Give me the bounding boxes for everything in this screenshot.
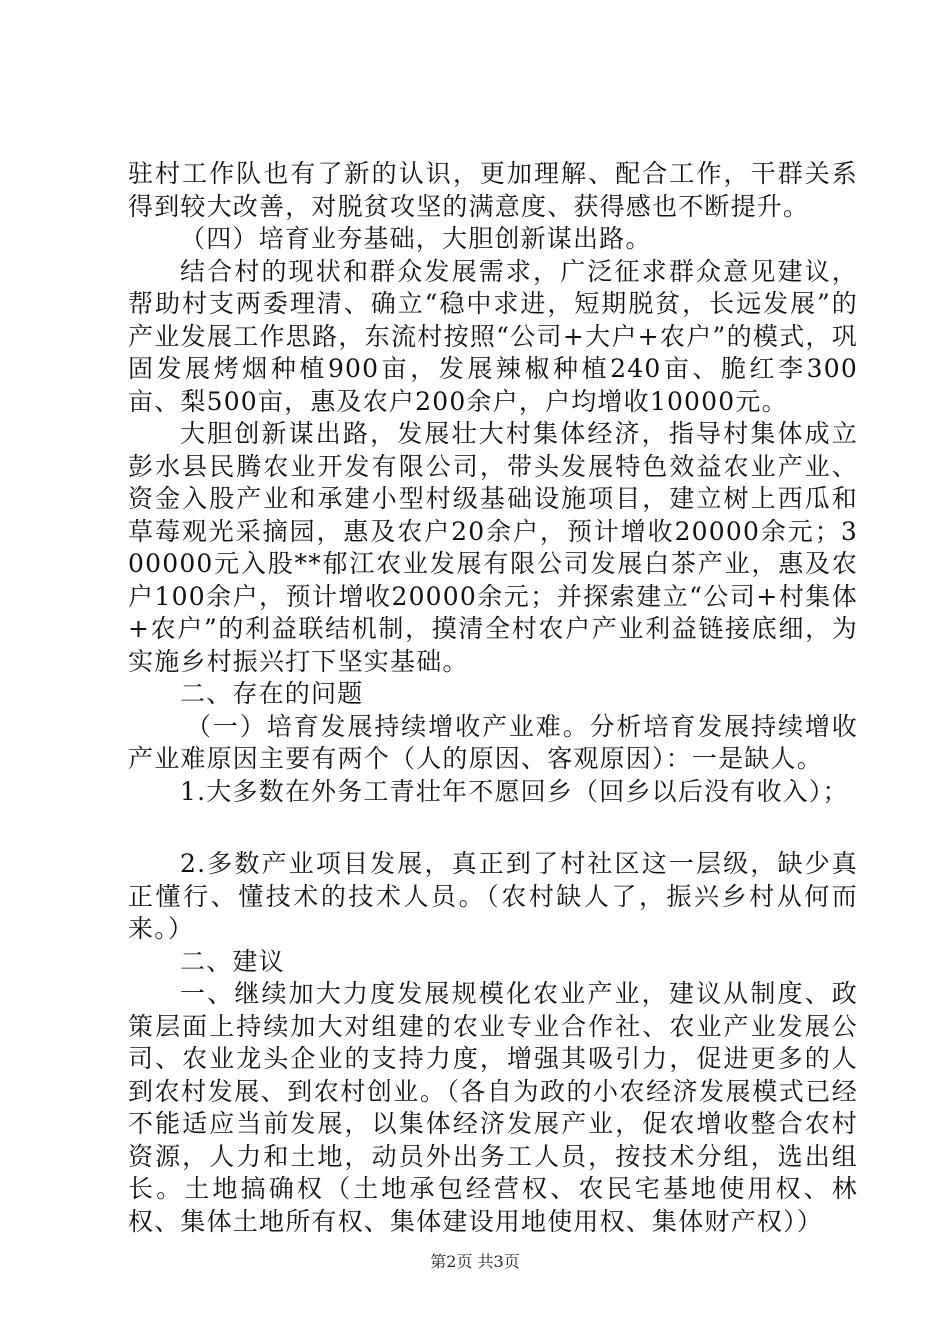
section-heading-suggestions: 二、建议 xyxy=(180,946,285,976)
list-item-one: 1.大多数在外务工青壮年不愿回乡（回乡以后没有收入）； xyxy=(180,776,849,806)
section-heading-problems: 二、存在的问题 xyxy=(180,679,364,708)
paragraph-collective-economy: 大胆创新谋出路，发展壮大村集体经济，指导村集体成立彭水县民腾农业开发有限公司，带头发展特色效益农业产业、资金入股产业和承建小型村级基础设施项目，建立树上西瓜和草莓观光采摘园，惠及农户20余户，预计增收20000余元；300000元入股**郁江农业发展有限公司发展白茶产业，惠及农户100余户，预计增收20000余元；并探索建立“公司+村集体+农户”的利益联结机制，摸清全村农户产业利益链接底细，为实施乡村振兴打下坚实基础。 xyxy=(128,419,858,676)
paragraph-suggestion-one: 一、继续加大力度发展规模化农业产业，建议从制度、政策层面上持续加大对组建的农业专业合作社、农业产业发展公司、农业龙头企业的支持力度，增强其吸引力，促进更多的人到农村发展、到农村创业。（各自为政的小农经济发展模式已经不能适应当前发展，以集体经济发展产业，促农增收整合农村资源，人力和土地，动员外出务工人员，按技术分组，选出组长。土地搞确权（土地承包经营权、农民宅基地使用权、林权、集体土地所有权、集体建设用地使用权、集体财产权）） xyxy=(128,979,858,1236)
page-number-footer: 第2页 共3页 xyxy=(430,1252,520,1271)
paragraph-industry-plan: 结合村的现状和群众发展需求，广泛征求群众意见建议，帮助村支两委理清、确立“稳中求进，短期脱贫，长远发展”的产业发展工作思路，东流村按照“公司+大户+农户”的模式，巩固发展烤烟种植900亩，发展辣椒种植240亩、脆红李300亩、梨500亩，惠及农户200余户，户均增收10000元。 xyxy=(128,256,858,416)
paragraph-continuation: 驻村工作队也有了新的认识，更加理解、配合工作，干群关系得到较大改善，对脱贫攻坚的满意度、获得感也不断提升。 xyxy=(128,159,858,221)
document-body xyxy=(128,158,858,1238)
section-heading-four: （四）培育业夯基础，大胆创新谋出路。 xyxy=(180,224,652,253)
paragraph-problem-one: （一）培育发展持续增收产业难。分析培育发展持续增收产业难原因主要有两个（人的原因、客观原因）：一是缺人。 xyxy=(128,711,858,773)
list-item-two: 2.多数产业项目发展，真正到了村社区这一层级，缺少真正懂行、懂技术的技术人员。（农村缺人了，振兴乡村从何而来。） xyxy=(128,849,858,943)
